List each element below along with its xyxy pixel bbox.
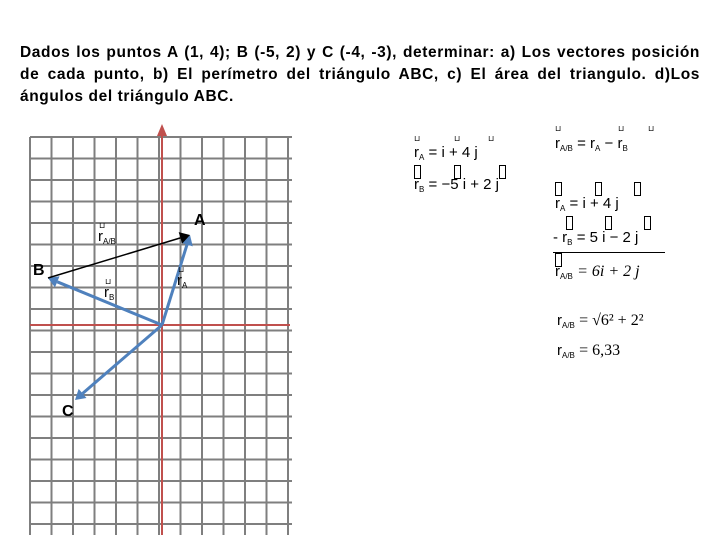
placeholder-box bbox=[634, 180, 641, 197]
equation-minus-rb: - $r_B = 5$ i − 2 j bbox=[553, 229, 639, 247]
vec-mark: ⊔ bbox=[648, 124, 655, 133]
placeholder-box bbox=[499, 163, 506, 180]
equation-ra: $r_A = i + 4$ j bbox=[414, 144, 478, 162]
point-label-c: C bbox=[62, 403, 74, 420]
vec-mark: ⊔ bbox=[454, 134, 461, 143]
vec-mark: ⊔ bbox=[618, 124, 625, 133]
equation-ra-right: $r_A = i + 4$ j bbox=[555, 195, 619, 213]
equation-rab-definition: $r_{A/B} = r_A - r_B$ bbox=[555, 135, 628, 153]
vector-label-rab: ⊔ $r_{A/B}$ bbox=[98, 221, 116, 246]
vector-label-rb: ⊔ $r_B$ bbox=[104, 277, 115, 302]
placeholder-box bbox=[644, 214, 651, 231]
equation-rab-magnitude: $r_{A/B} = √6^2 + 2^2$ bbox=[557, 312, 644, 330]
vector-label-ra: ⊔ $r_A$ bbox=[177, 265, 188, 290]
equation-rab-value: $r_{A/B} = 6,33$ bbox=[557, 342, 621, 360]
equation-rab-result: $r_{A/B} = 6i + 2$ j bbox=[555, 263, 640, 281]
point-label-b: B bbox=[33, 262, 45, 279]
point-label-a: A bbox=[194, 212, 206, 229]
y-axis-arrow bbox=[157, 124, 167, 136]
vectors bbox=[48, 232, 193, 400]
vec-mark: ⊔ bbox=[555, 124, 562, 133]
sum-divider bbox=[553, 252, 665, 253]
vec-mark: ⊔ bbox=[488, 134, 495, 143]
problem-statement: Dados los puntos A (1, 4); B (-5, 2) y C (-4, -3), determinar: a) Los vectores posición de cada punto, b) El perímetro del triángulo ABC, c) El área del triangulo. d)Los ángulos del triángulo ABC. bbox=[20, 44, 700, 105]
equation-rb: $r_B = -5$ i + 2 j bbox=[414, 176, 499, 194]
vec-mark: ⊔ bbox=[414, 134, 421, 143]
